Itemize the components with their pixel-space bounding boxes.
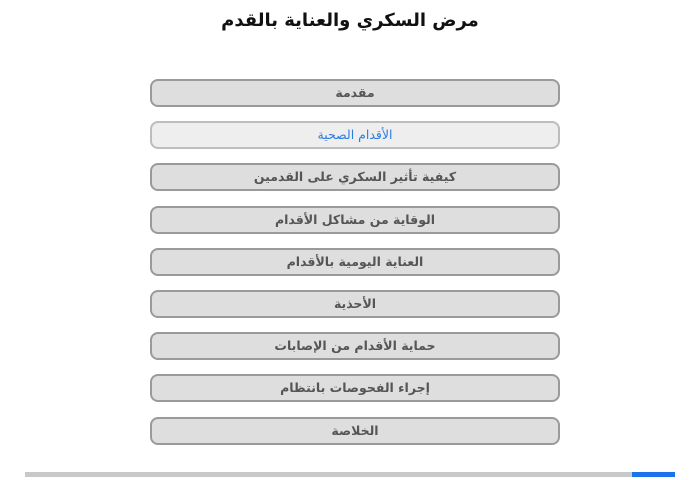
menu-item-regular-checkups[interactable]: إجراء الفحوصات بانتظام bbox=[150, 374, 560, 402]
menu-item-summary[interactable]: الخلاصة bbox=[150, 417, 560, 445]
menu-item-footwear[interactable]: الأحذية bbox=[150, 290, 560, 318]
menu-item-prevention[interactable]: الوقاية من مشاكل الأقدام bbox=[150, 206, 560, 234]
progress-bar-fill bbox=[632, 472, 675, 477]
menu-item-daily-care[interactable]: العناية اليومية بالأقدام bbox=[150, 248, 560, 276]
page-title: مرض السكري والعناية بالقدم bbox=[221, 10, 479, 31]
menu-item-healthy-feet[interactable]: الأقدام الصحية bbox=[150, 121, 560, 149]
topic-menu bbox=[150, 79, 560, 459]
menu-item-introduction[interactable]: مقدمة bbox=[150, 79, 560, 107]
menu-item-injury-protection[interactable]: حماية الأقدام من الإصابات bbox=[150, 332, 560, 360]
menu-item-diabetes-effect[interactable]: كيفية تأثير السكري على القدمين bbox=[150, 163, 560, 191]
progress-bar bbox=[25, 472, 675, 477]
